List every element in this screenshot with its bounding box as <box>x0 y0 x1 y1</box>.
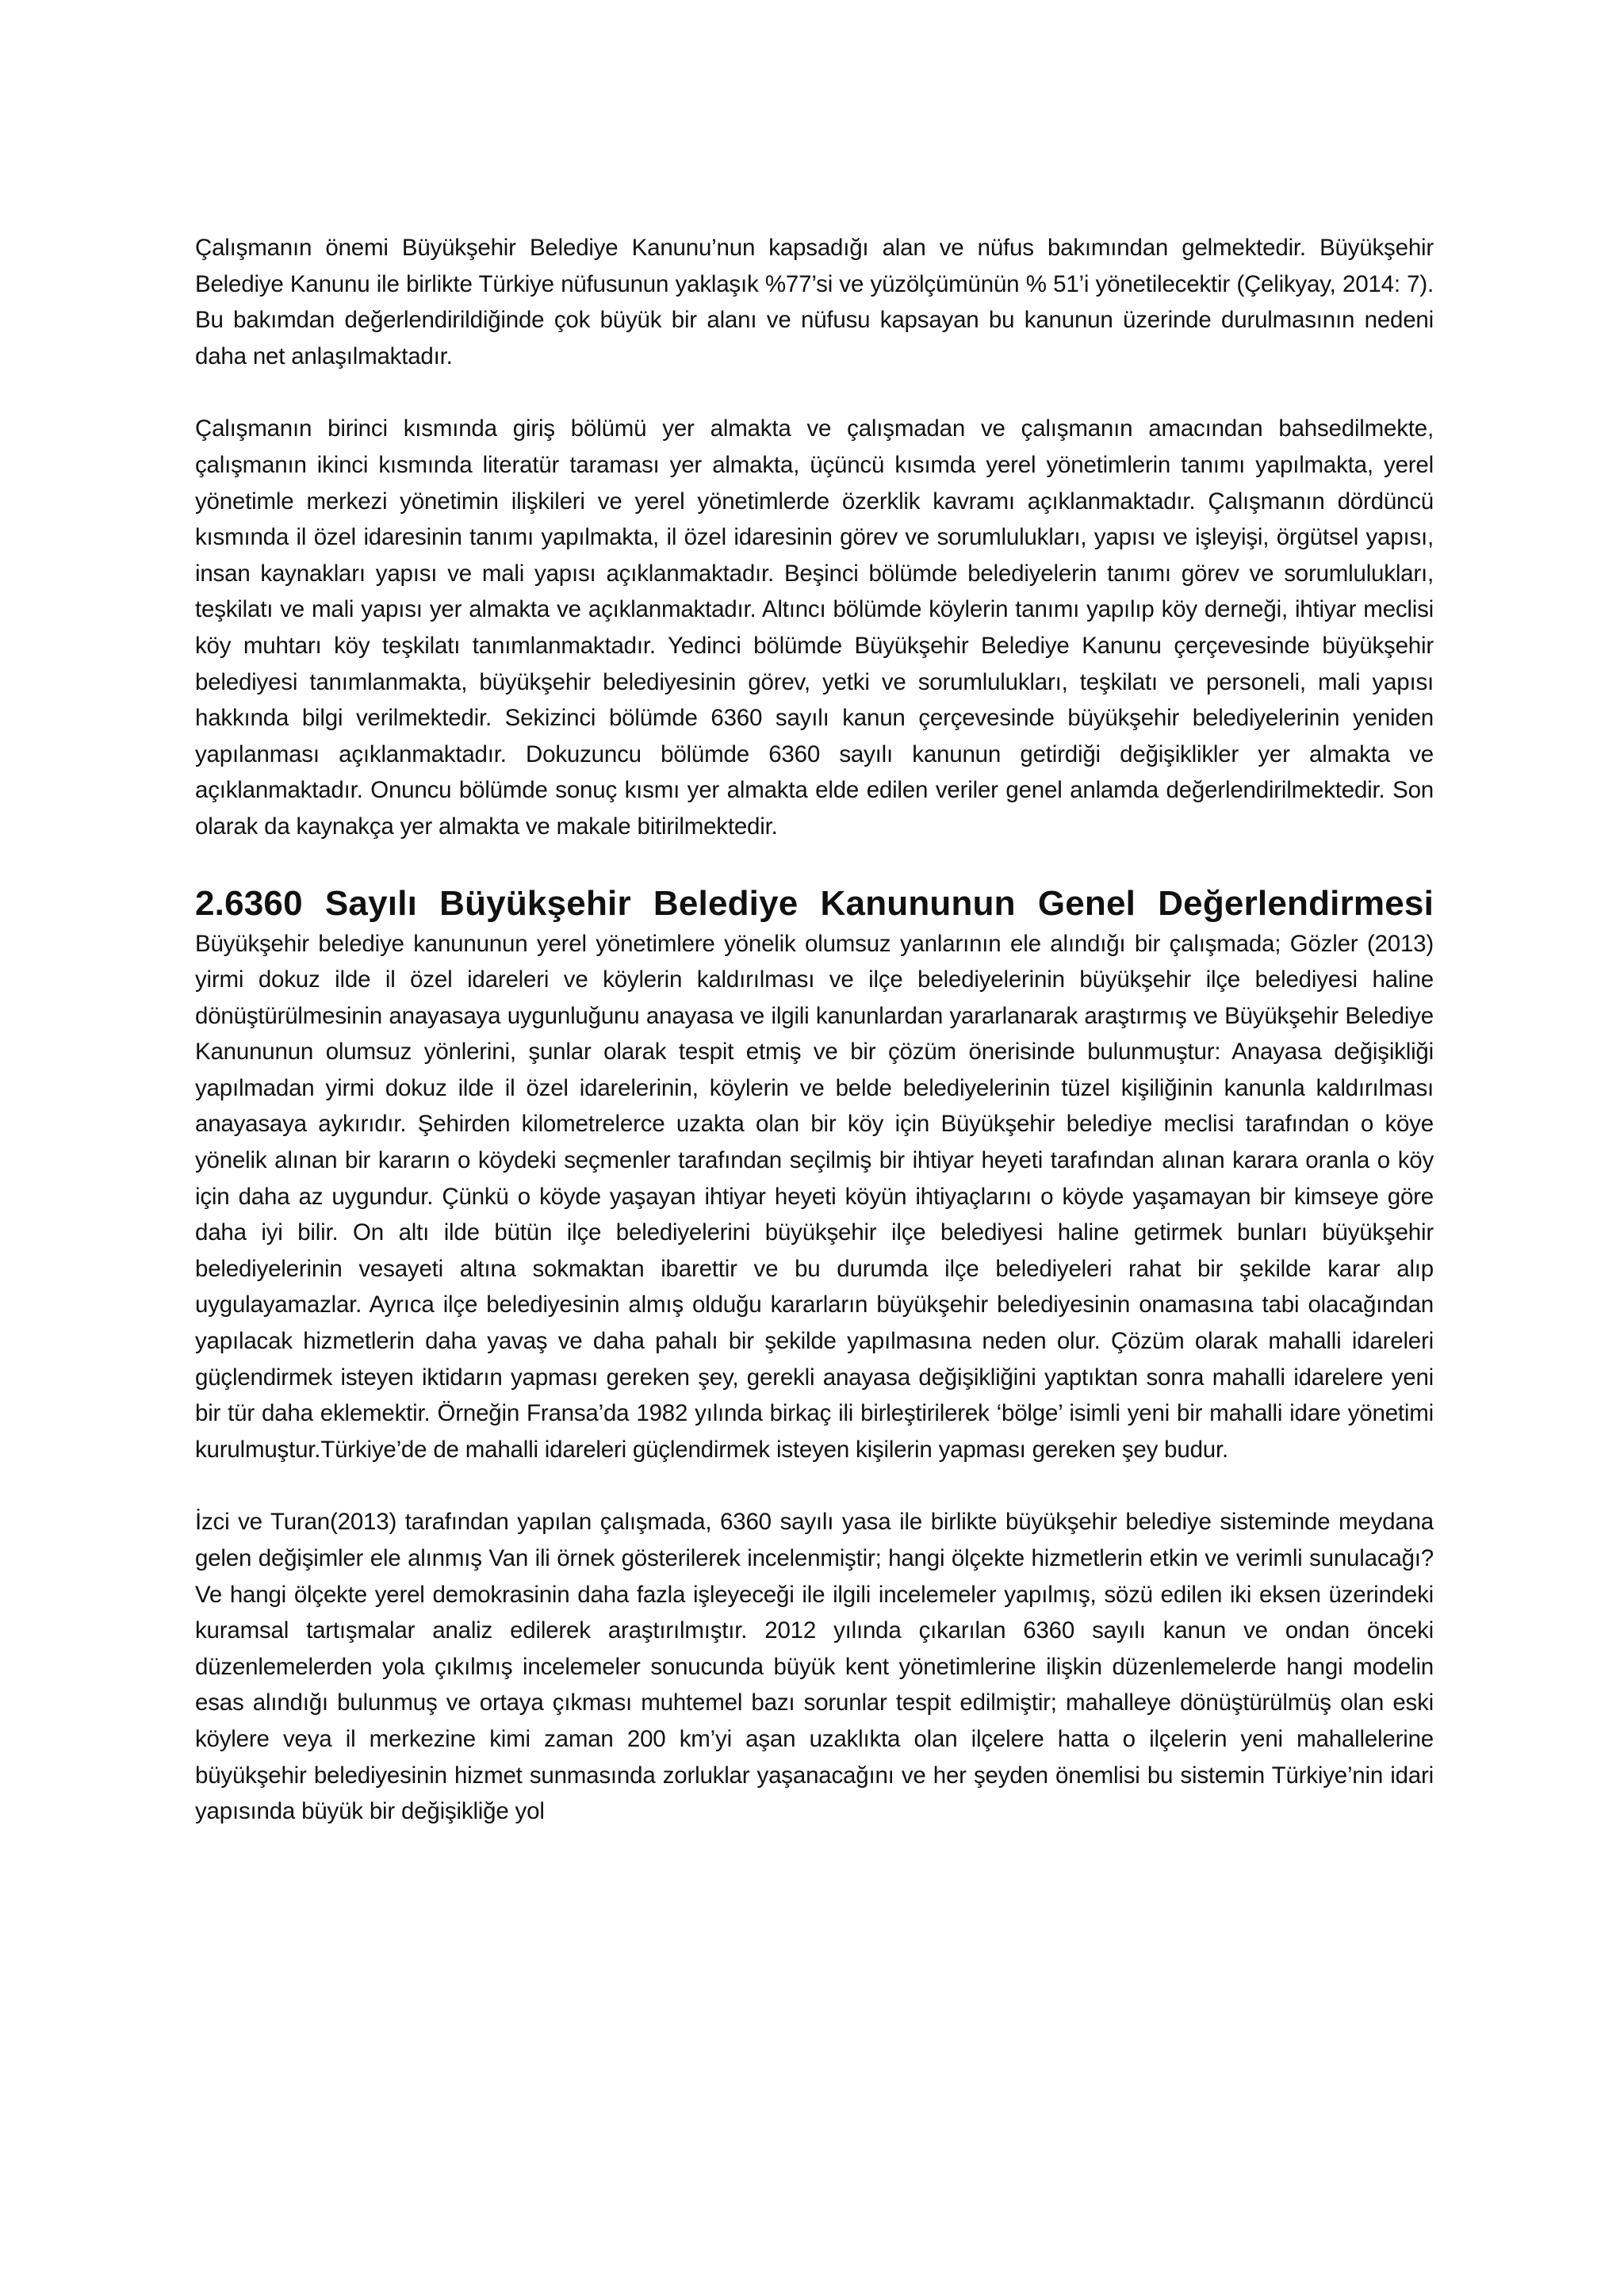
intro-paragraph-2: Çalışmanın birinci kısmında giriş bölümü yer almakta ve çalışmadan ve çalışmanın amacından bahsedilmekte, çalışmanın ikinci kısmında literatür taraması yer almakta, üçüncü kısımda yerel yönetimlerin tanımı yapılmakta, yerel yönetimle merkezi yönetimin ilişkileri ve yerel yönetimlerde özerklik kavramı açıklanmaktadır. Çalışmanın dördüncü kısmında il özel idaresinin tanımı yapılmakta, il özel idaresinin görev ve sorumlulukları, yapısı ve işleyişi, örgütsel yapısı, insan kaynakları yapısı ve mali yapısı açıklanmaktadır. Beşinci bölümde belediyelerin tanımı görev ve sorumlulukları, teşkilatı ve mali yapısı yer almakta ve açıklanmaktadır. Altıncı bölümde köylerin tanımı yapılıp köy derneği, ihtiyar meclisi köy muhtarı köy teşkilatı tanımlanmaktadır. Yedinci bölümde Büyükşehir Belediye Kanunu çerçevesinde büyükşehir belediyesi tanımlanmakta, büyükşehir belediyesinin görev, yetki ve sorumlulukları, teşkilatı ve personeli, mali yapısı hakkında bilgi verilmektedir. Sekizinci bölümde 6360 sayılı kanun çerçevesinde büyükşehir belediyelerinin yeniden yapılanması açıklanmaktadır. Dokuzuncu bölümde 6360 sayılı kanunun getirdiği değişiklikler yer almakta ve açıklanmaktadır. Onuncu bölümde sonuç kısmı yer almakta elde edilen veriler genel anlamda değerlendirilmektedir. Son olarak da kaynakça yer almakta ve makale bitirilmektedir. <box>195 415 1434 840</box>
section-paragraph-1: Büyükşehir belediye kanununun yerel yönetimlere yönelik olumsuz yanlarının ele alındığı bir çalışmada; Gözler (2013) yirmi dokuz ilde il özel idareleri ve köylerin kaldırılması ve ilçe belediyelerinin büyükşehir ilçe belediyesi haline dönüştürülmesinin anayasaya uygunluğunu anayasa ve ilgili kanunlardan yararlanarak araştırmış ve Büyükşehir Belediye Kanununun olumsuz yönlerini, şunlar olarak tespit etmiş ve bir çözüm önerisinde bulunmuştur: Anayasa değişikliği yapılmadan yirmi dokuz ilde il özel idarelerinin, köylerin ve belde belediyelerinin tüzel kişiliğinin kanunla kaldırılması anayasaya aykırıdır. Şehirden kilometrelerce uzakta olan bir köy için Büyükşehir belediye meclisi tarafından o köye yönelik alınan bir kararın o köydeki seçmenler tarafından seçilmiş bir ihtiyar heyeti tarafından alınan karara oranla o köy için daha az uygundur. Çünkü o köyde yaşayan ihtiyar heyeti köyün ihtiyaçlarını o köyde yaşamayan bir kimseye göre daha iyi bilir. On altı ilde bütün ilçe belediyelerini büyükşehir ilçe belediyesi haline getirmek bunları büyükşehir belediyelerinin vesayeti altına sokmaktan ibarettir ve bu durumda ilçe belediyeleri rahat bir şekilde karar alıp uygulayamazlar. Ayrıca ilçe belediyesinin almış olduğu kararların büyükşehir belediyesinin onamasına tabi olacağından yapılacak hizmetlerin daha yavaş ve daha pahalı bir şekilde yapılmasına neden olur. Çözüm olarak mahalli idareleri güçlendirmek isteyen iktidarın yapması gereken şey, gerekli anayasa değişikliğini yaptıktan sonra mahalli idarelere yeni bir tür daha eklemektir. Örneğin Fransa’da 1982 yılında birkaç ili birleştirilerek ‘bölge’ isimli yeni bir mahalli idare yönetimi kurulmuştur.Türkiye’de de mahalli idareleri güçlendirmek isteyen kişilerin yapması gereken şey budur. <box>195 930 1434 1463</box>
section-heading: 2.6360 Sayılı Büyükşehir Belediye Kanununun Genel Değerlendirmesi <box>195 883 1434 923</box>
intro-paragraph-1: Çalışmanın önemi Büyükşehir Belediye Kanunu’nun kapsadığı alan ve nüfus bakımından gelmektedir. Büyükşehir Belediye Kanunu ile birlikte Türkiye nüfusunun yaklaşık %77’si ve yüzölçümünün % 51’i yönetilecektir (Çelikyay, 2014: 7). Bu bakımdan değerlendirildiğinde çok büyük bir alanı ve nüfusu kapsayan bu kanunun üzerinde durulmasının nedeni daha net anlaşılmaktadır. <box>195 235 1434 369</box>
section-paragraph-2: İzci ve Turan(2013) tarafından yapılan çalışmada, 6360 sayılı yasa ile birlikte büyükşehir belediye sisteminde meydana gelen değişimler ele alınmış Van ili örnek gösterilerek incelenmiştir; hangi ölçekte hizmetlerin etkin ve verimli sunulacağı? Ve hangi ölçekte yerel demokrasinin daha fazla işleyeceği ile ilgili incelemeler yapılmış, sözü edilen iki eksen üzerindeki kuramsal tartışmalar analiz edilerek araştırılmıştır. 2012 yılında çıkarılan 6360 sayılı kanun ve ondan önceki düzenlemelerden yola çıkılmış incelemeler sonucunda büyük kent yönetimlerine ilişkin düzenlemelerde hangi modelin esas alındığı bulunmuş ve ortaya çıkması muhtemel bazı sorunlar tespit edilmiştir; mahalleye dönüştürülmüş olan eski köylere veya il merkezine kimi zaman 200 km’yi aşan uzaklıkta olan ilçelere hatta o ilçelerin yeni mahallelerine büyükşehir belediyesinin hizmet sunmasında zorluklar yaşanacağını ve her şeyden önemlisi bu sistemin Türkiye’nin idari yapısında büyük bir değişikliğe yol <box>195 1509 1434 1825</box>
document-page <box>195 230 1434 1830</box>
